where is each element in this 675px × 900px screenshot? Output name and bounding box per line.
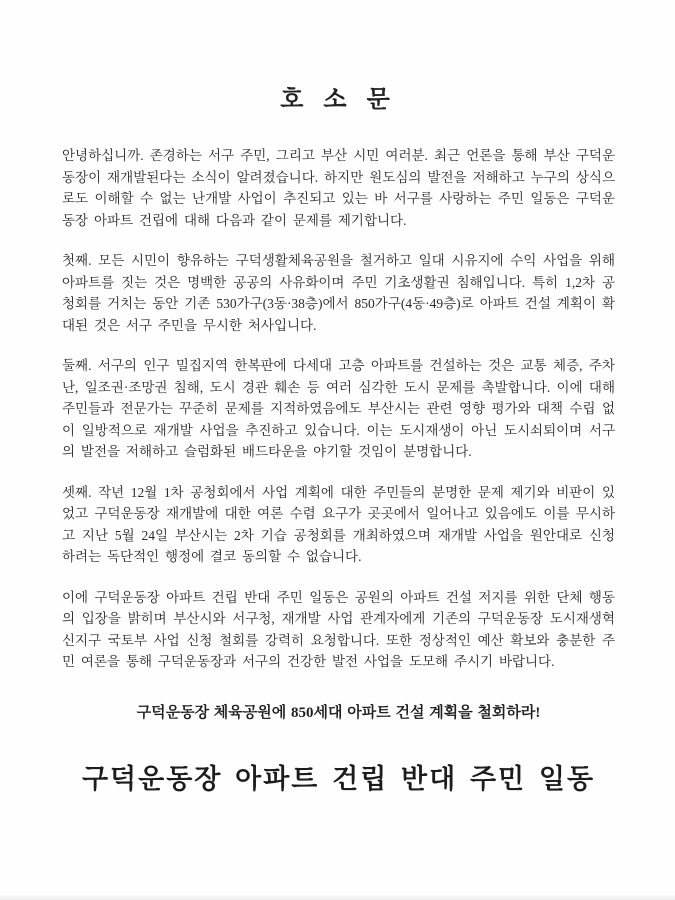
signature-line: 구덕운동장 아파트 건립 반대 주민 일동 [81,763,596,794]
paragraph-second-point: 둘째. 서구의 인구 밀집지역 한복판에 다세대 고층 아파트를 건설하는 것은 교통 체증, 주차난, 일조권·조망권 침해, 도시 경관 훼손 등 여러 심각한 도시 문제를 촉발합니다. 이에 대해 주민들과 전문가는 꾸준히 문제를 지적하였음에도 부산시는 관련 영향 평가와 대책 수립 없이 일방적으로 재개발 사업을 추진하고 있습니다. 이는 도시재생이 아닌 도시쇠퇴이며 서구의 발전을 저해하고 슬럼화된 배드타운을 야기할 것임이 분명합니다. [62,358,615,459]
paragraph-first-point: 첫째. 모든 시민이 향유하는 구덕생활체육공원을 철거하고 일대 시유지에 수익 사업을 위해 아파트를 짓는 것은 명백한 공공의 사유화이며 주민 기초생활권 침해입니다. 특히 1,2차 공청회를 거치는 동안 기존 530가구(3동·38층)에서 850가구(4동·49층)로 아파트 건설 계획이 확대된 것은 서구 주민을 무시한 처사입니다. [62,253,615,333]
scan-bottom-shadow [0,894,675,900]
paragraph-intro: 안녕하십니까. 존경하는 서구 주민, 그리고 부산 시민 여러분. 최근 언론을 통해 부산 구덕운동장이 재개발된다는 소식이 알려졌습니다. 하지만 원도심의 발전을 저해하고 누구의 상식으로도 이해할 수 없는 난개발 사업이 추진되고 있는 바 서구를 사랑하는 주민 일동은 구덕운동장 아파트 건립에 대해 다음과 같이 문제를 제기합니다. [62,148,615,228]
slogan-line: 구덕운동장 체육공원에 850세대 아파트 건설 계획을 철회하라! [136,704,541,721]
document-title: 호 소 문 [280,87,397,113]
document-body [62,145,615,673]
paragraph-third-point: 셋째. 작년 12월 1차 공청회에서 사업 계획에 대한 주민들의 분명한 문제 제기와 비판이 있었고 구덕운동장 재개발에 대한 여론 수렴 요구가 곳곳에서 일어나고 있음에도 이를 무시하고 지난 5월 24일 부산시는 2차 기습 공청회를 개최하였으며 재개발 사업을 원안대로 신청하려는 독단적인 행정에 결코 동의할 수 없습니다. [62,484,615,564]
paragraph-closing-demand: 이에 구덕운동장 아파트 건립 반대 주민 일동은 공원의 아파트 건설 저지를 위한 단체 행동의 입장을 밝히며 부산시와 서구청, 재개발 사업 관계자에게 기존의 구덕운동장 도시재생혁신지구 국토부 사업 신청 철회를 강력히 요청합니다. 또한 정상적인 예산 확보와 충분한 주민 여론을 통해 구덕운동장과 서구의 건강한 발전 사업을 도모해 주시기 바랍니다. [62,589,615,669]
